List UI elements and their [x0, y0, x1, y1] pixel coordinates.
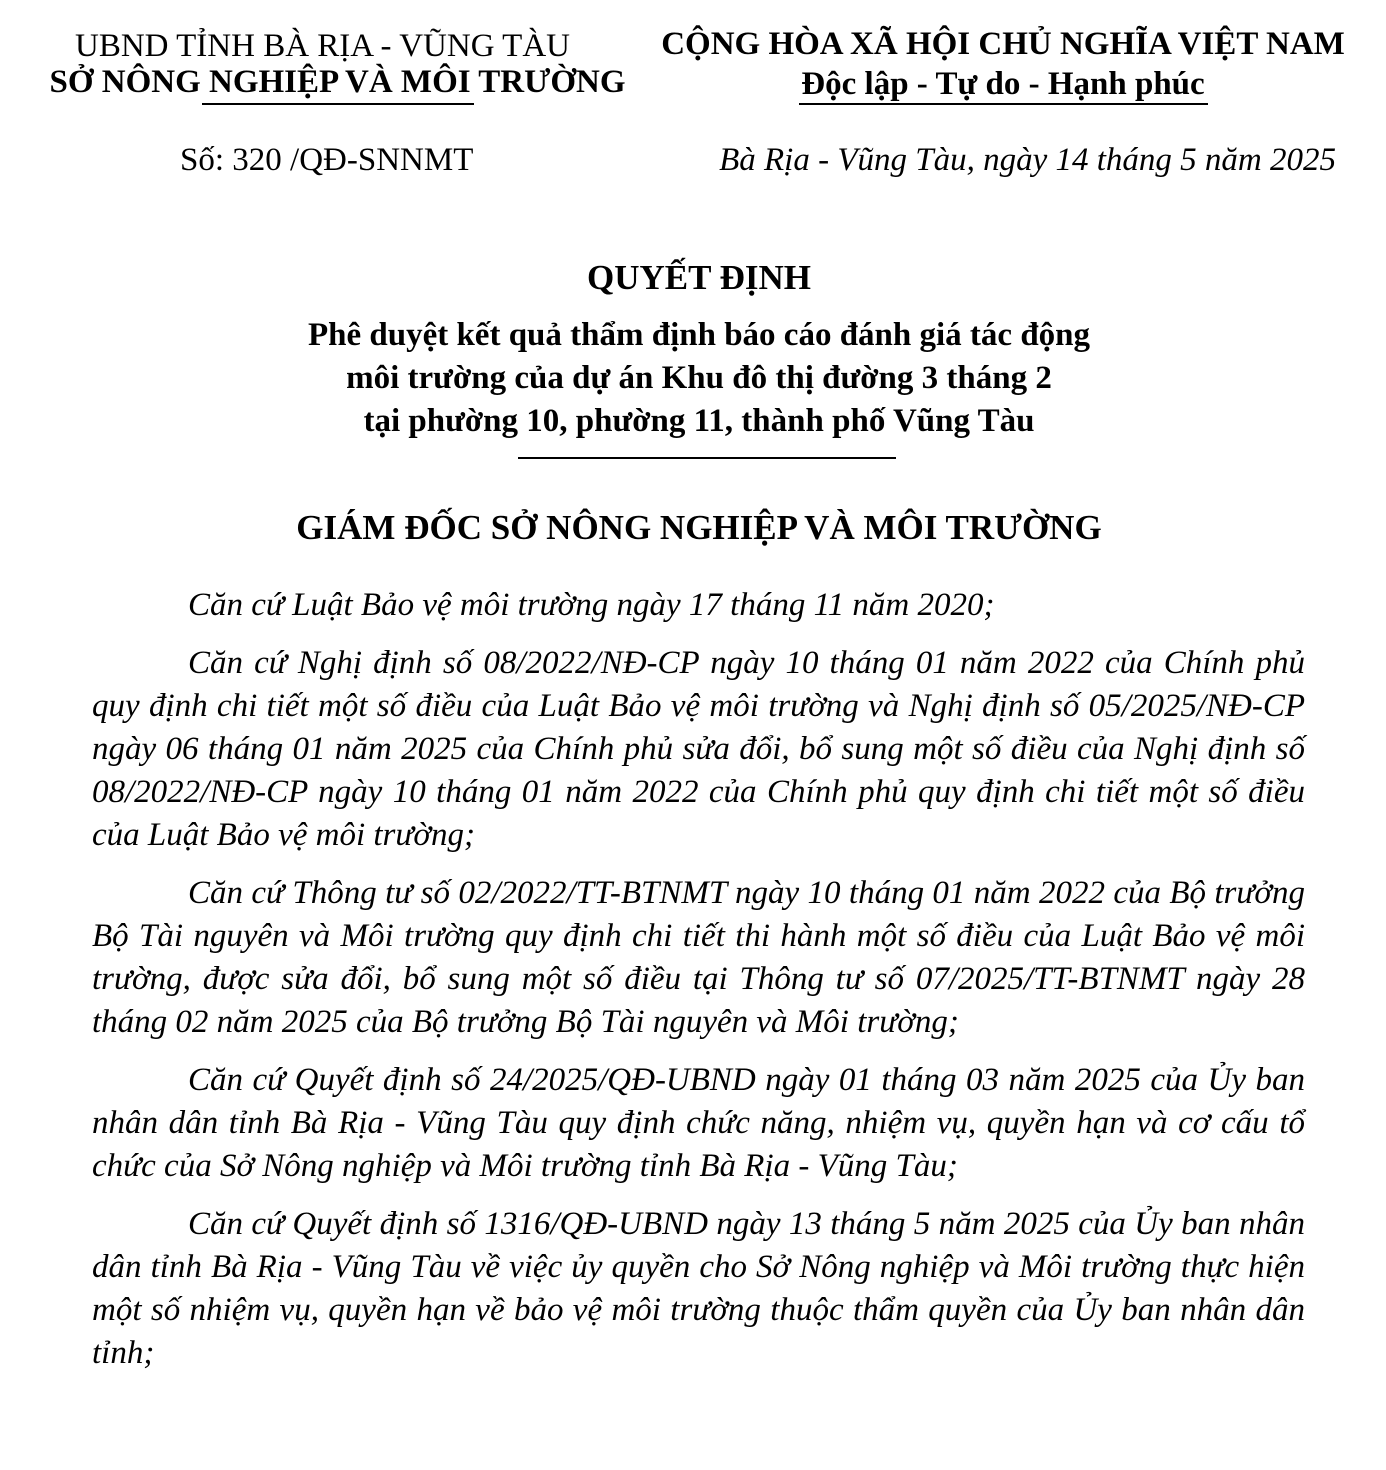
document-title: QUYẾT ĐỊNH — [587, 258, 811, 297]
document-subtitle — [0, 314, 1386, 443]
national-motto: Độc lập - Tự do - Hạnh phúc — [801, 66, 1205, 102]
agency-underline — [202, 103, 474, 105]
subtitle-line: tại phường 10, phường 11, thành phố Vũng Tàu — [363, 403, 1035, 439]
subtitle-line: môi trường của dự án Khu đô thị đường 3 tháng 2 — [346, 360, 1052, 396]
legal-basis-paragraph: Căn cứ Quyết định số 1316/QĐ-UBND ngày 13 tháng 5 năm 2025 của Ủy ban nhân dân tỉnh Bà Rịa - Vũng Tàu về việc ủy quyền cho Sở Nông nghiệp và Môi trường thực hiện một số nhiệm vụ, quyền hạn về bảo vệ môi trường thuộc thẩm quyền của Ủy ban nhân dân tỉnh; — [92, 1206, 1305, 1371]
legal-basis-paragraph: Căn cứ Quyết định số 24/2025/QĐ-UBND ngày 01 tháng 03 năm 2025 của Ủy ban nhân dân tỉnh Bà Rịa - Vũng Tàu quy định chức năng, nhiệm vụ, quyền hạn và cơ cấu tổ chức của Sở Nông nghiệp và Môi trường tỉnh Bà Rịa - Vũng Tàu; — [92, 1062, 1305, 1184]
document-body — [92, 584, 1305, 1390]
subtitle-underline — [518, 457, 896, 459]
motto-underline — [799, 103, 1208, 105]
document-number: Số: 320 /QĐ-SNNMT — [180, 142, 474, 178]
agency-name: SỞ NÔNG NGHIỆP VÀ MÔI TRƯỜNG — [49, 64, 626, 100]
legal-basis-paragraph: Căn cứ Luật Bảo vệ môi trường ngày 17 tháng 11 năm 2020; — [188, 587, 995, 623]
national-title: CỘNG HÒA XÃ HỘI CHỦ NGHĨA VIỆT NAM — [661, 26, 1345, 62]
legal-basis-paragraph: Căn cứ Nghị định số 08/2022/NĐ-CP ngày 10 tháng 01 năm 2022 của Chính phủ quy định chi tiết một số điều của Luật Bảo vệ môi trường và Nghị định số 05/2025/NĐ-CP ngày 06 tháng 01 năm 2025 của Chính phủ sửa đổi, bổ sung một số điều của Nghị định số 08/2022/NĐ-CP ngày 10 tháng 01 năm 2022 của Chính phủ quy định chi tiết một số điều của Luật Bảo vệ môi trường; — [92, 645, 1305, 853]
subtitle-line: Phê duyệt kết quả thẩm định báo cáo đánh giá tác động — [307, 317, 1091, 353]
authority-heading: GIÁM ĐỐC SỞ NÔNG NGHIỆP VÀ MÔI TRƯỜNG — [296, 508, 1102, 547]
agency-parent-name: UBND TỈNH BÀ RỊA - VŨNG TÀU — [74, 28, 571, 64]
legal-basis-paragraph: Căn cứ Thông tư số 02/2022/TT-BTNMT ngày 10 tháng 01 năm 2022 của Bộ trưởng Bộ Tài nguyên và Môi trường quy định chi tiết thi hành một số điều của Luật Bảo vệ môi trường, được sửa đổi, bổ sung một số điều tại Thông tư số 07/2025/TT-BTNMT ngày 28 tháng 02 năm 2025 của Bộ trưởng Bộ Tài nguyên và Môi trường; — [92, 875, 1305, 1040]
place-date: Bà Rịa - Vũng Tàu, ngày 14 tháng 5 năm 2025 — [719, 142, 1336, 178]
